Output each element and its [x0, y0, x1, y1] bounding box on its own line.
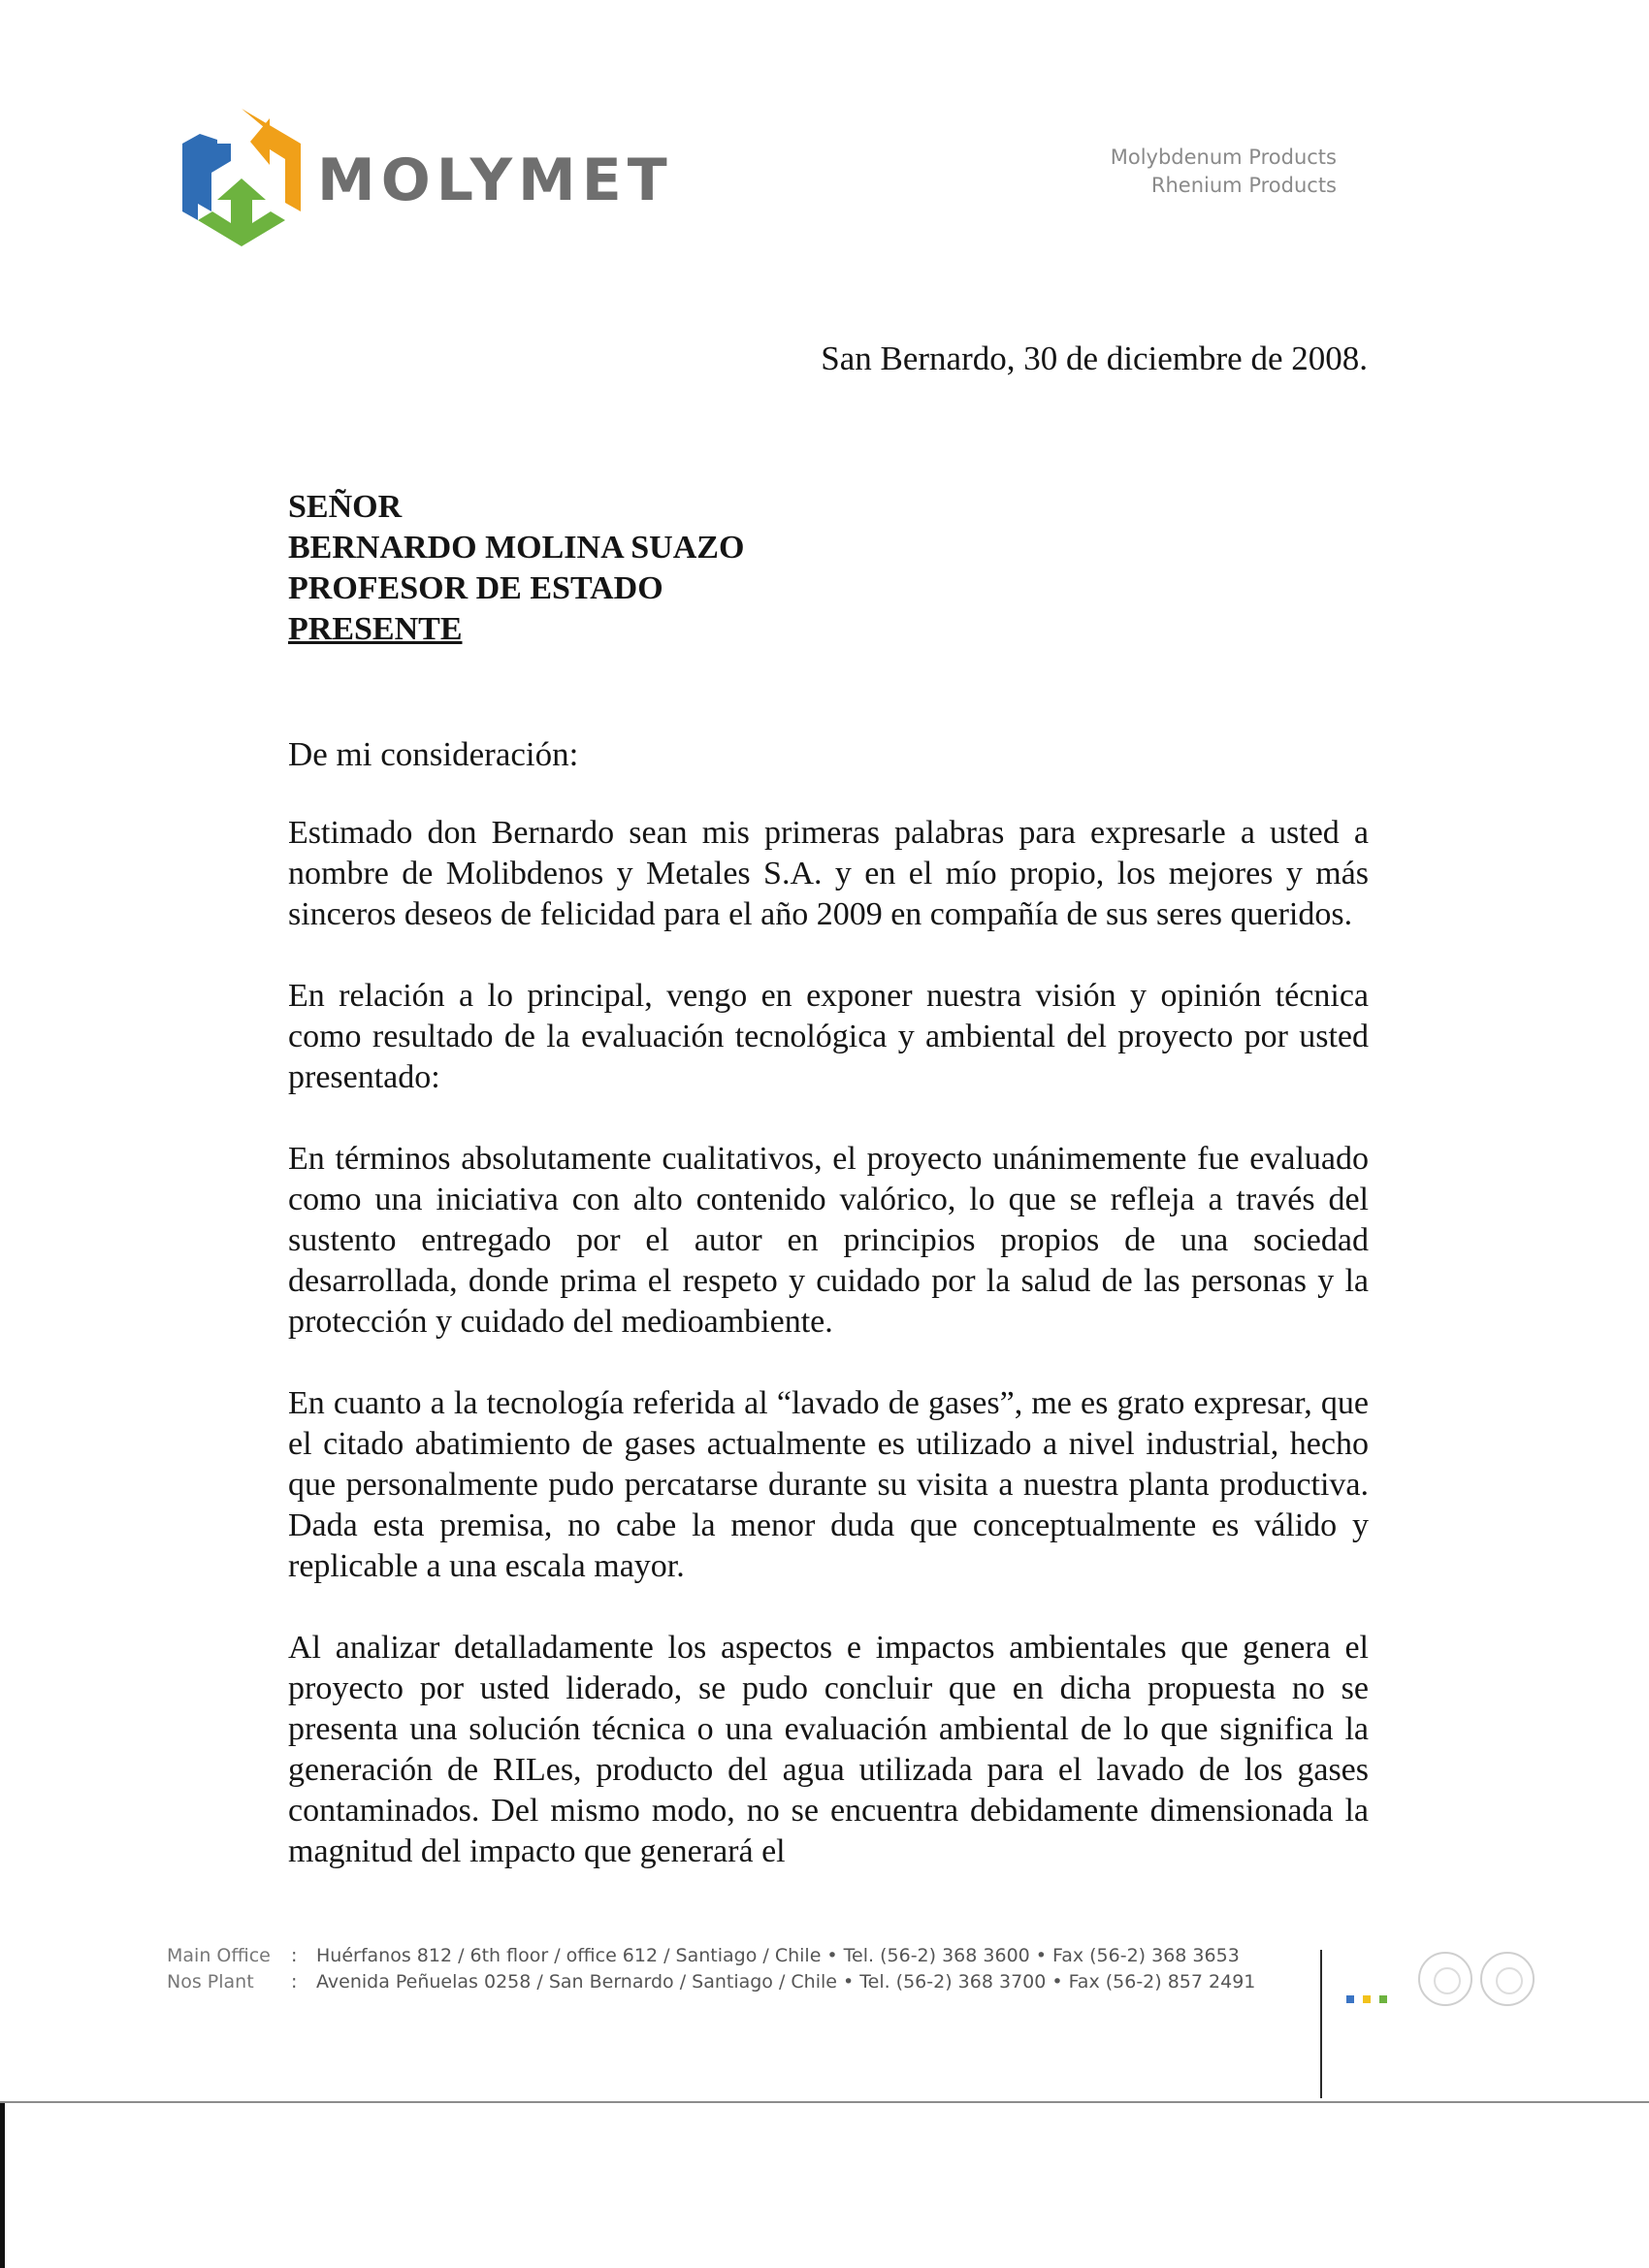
footer-plant: [167, 1969, 1255, 1995]
recipient-name: BERNARDO MOLINA SUAZO: [288, 530, 745, 566]
footer-plant-address: Avenida Peñuelas 0258 / San Bernardo / Santiago / Chile • Tel. (56-2) 368 3700 • Fax (56-2) 857 2491: [316, 1971, 1256, 1993]
recipient-role: PROFESOR DE ESTADO: [288, 570, 663, 606]
recipient-block: [288, 487, 744, 650]
recipient-title: SEÑOR: [288, 489, 403, 525]
paragraph-greeting: Estimado don Bernardo sean mis primeras palabras para expresarle a usted a nombre de Molibdenos y Metales S.A. y en el mío propio, los mejores y más sinceros deseos de felicidad para el año 2009 en compañía de sus seres queridos.: [288, 815, 1369, 932]
paragraph-environmental: Al analizar detalladamente los aspectos e impactos ambientales que genera el proyecto por usted liderado, se pudo concluir que en dicha propuesta no se presenta una solución técnica o una evaluación ambiental de lo que significa la generación de RILes, producto del agua utilizada para el lavado de los gases contaminados. Del mismo modo, no se encuentra debidamente dimensionada la magnitud del impacto que generará el: [288, 1630, 1369, 1869]
product-lines: [1111, 144, 1337, 200]
footer-colon: :: [291, 1945, 298, 1966]
salutation: De mi consideración:: [288, 735, 579, 773]
letter-body: [288, 813, 1369, 1913]
certification-seals: [1418, 1952, 1535, 2006]
certification-seal-icon: [1480, 1952, 1535, 2006]
brand-squares: [1346, 1995, 1387, 2003]
footer-colon: :: [291, 1971, 298, 1993]
letter-date: San Bernardo, 30 de diciembre de 2008.: [821, 340, 1368, 377]
molymet-cube-icon: [177, 105, 307, 250]
footer-divider: [1320, 1950, 1322, 2098]
page-bottom-rule: [0, 2101, 1649, 2103]
paragraph-technology: En cuanto a la tecnología referida al “lavado de gases”, me es grato expresar, que el citado abatimiento de gases actualmente es utilizado a nivel industrial, hecho que personalmente pudo percatarse durante su visita a nuestra planta productiva. Dada esta premisa, no cabe la menor duda que conceptualmente es válido y replicable a una escala mayor.: [288, 1385, 1369, 1584]
footer-main-office-address: Huérfanos 812 / 6th floor / office 612 / Santiago / Chile • Tel. (56-2) 368 3600 • Fax (56-2) 368 3653: [316, 1945, 1240, 1966]
blue-square-icon: [1346, 1995, 1354, 2003]
paragraph-qualitative: En términos absolutamente cualitativos, el proyecto unánimemente fue evaluado como una iniciativa con alto contenido valórico, lo que se refleja a través del sustento entregado por el autor en principios propios de una sociedad desarrollada, donde prima el respeto y cuidado por la salud de las personas y la protección y cuidado del medioambiente.: [288, 1141, 1369, 1340]
green-square-icon: [1379, 1995, 1387, 2003]
product-line-molybdenum: Molybdenum Products: [1110, 146, 1337, 169]
product-line-rhenium: Rhenium Products: [1150, 174, 1337, 197]
scan-edge-mark: [0, 2103, 5, 2268]
yellow-square-icon: [1363, 1995, 1371, 2003]
company-logo: [177, 105, 673, 250]
paragraph-intro: En relación a lo principal, vengo en exponer nuestra visión y opinión técnica como resultado de la evaluación tecnológica y ambiental del proyecto por usted presentado:: [288, 978, 1369, 1095]
footer-main-office-label: Main Office: [167, 1945, 271, 1966]
footer-plant-label: Nos Plant: [167, 1971, 254, 1993]
footer-contact: [167, 1943, 1255, 1995]
footer-main-office: [167, 1943, 1255, 1969]
certification-seal-icon: [1418, 1952, 1472, 2006]
recipient-presente: PRESENTE: [288, 611, 463, 647]
company-name: MOLYMET: [317, 146, 673, 214]
